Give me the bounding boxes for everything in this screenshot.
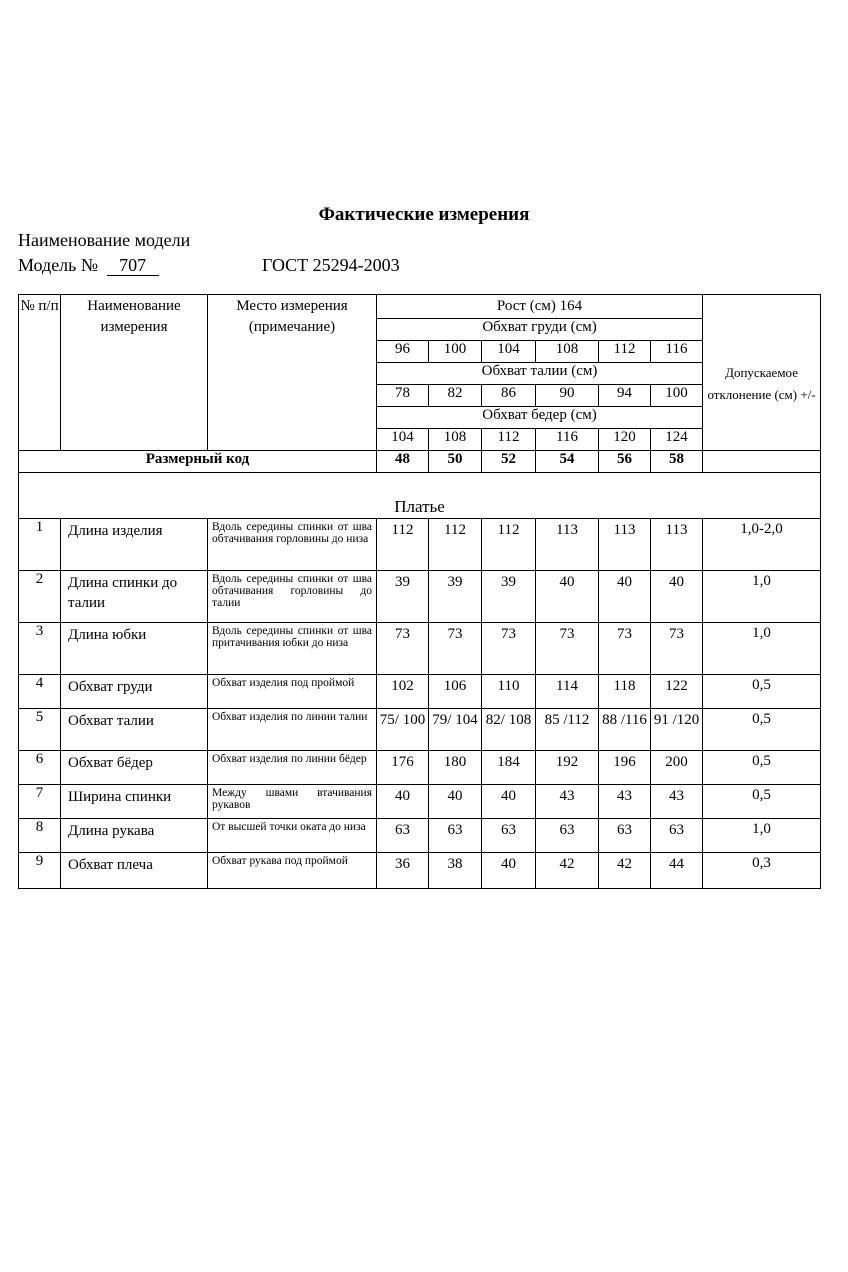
measurement-name: Длина рукава (61, 819, 208, 853)
measurement-value: 43 (599, 785, 651, 819)
size-codes-cell: 56 (599, 451, 651, 473)
measurement-value: 36 (377, 853, 429, 889)
measurement-place: Вдоль середины спинки от шва притачивания юбки до низа (208, 623, 377, 675)
measurement-value: 82/ 108 (482, 709, 536, 751)
measurement-value: 88 /116 (599, 709, 651, 751)
measurement-name: Обхват бёдер (61, 751, 208, 785)
measurement-value: 118 (599, 675, 651, 709)
gost-standard: ГОСТ 25294-2003 (262, 255, 400, 275)
header-height: Рост (см) 164 (377, 295, 703, 319)
measurement-value: 63 (651, 819, 703, 853)
measurement-value: 39 (482, 571, 536, 623)
measurement-value: 63 (536, 819, 599, 853)
measurement-value: 110 (482, 675, 536, 709)
measurement-value: 73 (536, 623, 599, 675)
size-codes-cell: 50 (429, 451, 482, 473)
table-row (19, 675, 821, 709)
measurement-value: 73 (651, 623, 703, 675)
model-number: 707 (107, 256, 159, 276)
table-row (19, 819, 821, 853)
measurement-value: 114 (536, 675, 599, 709)
table-row (19, 623, 821, 675)
measurement-value: 73 (377, 623, 429, 675)
measurement-value: 73 (429, 623, 482, 675)
row-number: 4 (19, 675, 61, 709)
table-row (19, 751, 821, 785)
measurement-value: 40 (482, 853, 536, 889)
measurement-name: Длина изделия (61, 519, 208, 571)
chest-values-cell: 100 (429, 341, 482, 363)
measurement-value: 102 (377, 675, 429, 709)
measurement-value: 192 (536, 751, 599, 785)
chest-values-cell: 96 (377, 341, 429, 363)
measurement-value: 112 (429, 519, 482, 571)
measurement-value: 73 (482, 623, 536, 675)
size-code-label: Размерный код (19, 451, 377, 473)
header-waist: Обхват талии (см) (377, 363, 703, 385)
table-row (19, 571, 821, 623)
table-row (19, 853, 821, 889)
measurement-value: 176 (377, 751, 429, 785)
row-number: 9 (19, 853, 61, 889)
measurement-name: Длина спинки до талии (61, 571, 208, 623)
measurement-value: 42 (599, 853, 651, 889)
measurement-value: 113 (651, 519, 703, 571)
row-number: 8 (19, 819, 61, 853)
tolerance-value: 0,5 (703, 675, 821, 709)
row-number: 3 (19, 623, 61, 675)
header-hips: Обхват бедер (см) (377, 407, 703, 429)
measurement-name: Обхват груди (61, 675, 208, 709)
measurement-value: 40 (536, 571, 599, 623)
measurement-value: 180 (429, 751, 482, 785)
measurement-value: 196 (599, 751, 651, 785)
tolerance-value: 0,3 (703, 853, 821, 889)
waist-values-cell: 78 (377, 385, 429, 407)
measurement-value: 42 (536, 853, 599, 889)
measurement-value: 63 (599, 819, 651, 853)
measurement-name: Обхват талии (61, 709, 208, 751)
measurement-place: Вдоль середины спинки от шва обтачивания горловины до низа (208, 519, 377, 571)
measurement-name: Длина юбки (61, 623, 208, 675)
measurement-place: Обхват изделия по линии талии (208, 709, 377, 751)
tolerance-value: 1,0 (703, 623, 821, 675)
measurement-place: Вдоль середины спинки от шва обтачивания горловины до талии (208, 571, 377, 623)
header-tolerance-top (703, 295, 821, 319)
tolerance-value: 1,0 (703, 819, 821, 853)
row-number: 6 (19, 751, 61, 785)
measurement-value: 39 (377, 571, 429, 623)
size-codes-cell: 48 (377, 451, 429, 473)
tolerance-value: 1,0-2,0 (703, 519, 821, 571)
tolerance-value: 0,5 (703, 785, 821, 819)
page-title: Фактические измерения (318, 204, 530, 225)
hips-values-cell: 112 (482, 429, 536, 451)
header-place: Место измерения (примечание) (208, 295, 377, 451)
measurement-value: 43 (536, 785, 599, 819)
table-row (19, 709, 821, 751)
model-name-label: Наименование модели (18, 230, 191, 250)
measurement-place: Между швами втачивания рукавов (208, 785, 377, 819)
measurement-value: 75/ 100 (377, 709, 429, 751)
table-row (19, 785, 821, 819)
measurement-value: 113 (599, 519, 651, 571)
row-number: 2 (19, 571, 61, 623)
measurement-place: Обхват рукава под проймой (208, 853, 377, 889)
measurement-value: 112 (482, 519, 536, 571)
size-code-tolerance-cell (703, 451, 821, 473)
measurement-value: 79/ 104 (429, 709, 482, 751)
table-row (19, 519, 821, 571)
measurement-value: 40 (482, 785, 536, 819)
section-title: Платье (19, 473, 821, 519)
measurement-value: 85 /112 (536, 709, 599, 751)
measurement-place: Обхват изделия по линии бёдер (208, 751, 377, 785)
waist-values-cell: 86 (482, 385, 536, 407)
header-chest: Обхват груди (см) (377, 319, 703, 341)
measurements-table (18, 294, 821, 889)
tolerance-value: 1,0 (703, 571, 821, 623)
measurement-place: От высшей точки оката до низа (208, 819, 377, 853)
hips-values-cell: 116 (536, 429, 599, 451)
measurement-value: 106 (429, 675, 482, 709)
waist-values-cell: 100 (651, 385, 703, 407)
hips-values-cell: 108 (429, 429, 482, 451)
measurement-value: 40 (377, 785, 429, 819)
measurement-value: 63 (429, 819, 482, 853)
measurement-value: 44 (651, 853, 703, 889)
measurement-value: 43 (651, 785, 703, 819)
model-number-line (18, 255, 159, 276)
waist-values-cell: 82 (429, 385, 482, 407)
measurement-value: 40 (429, 785, 482, 819)
measurement-place: Обхват изделия под проймой (208, 675, 377, 709)
size-codes-cell: 54 (536, 451, 599, 473)
measurement-value: 200 (651, 751, 703, 785)
measurement-value: 91 /120 (651, 709, 703, 751)
tolerance-value: 0,5 (703, 709, 821, 751)
row-number: 1 (19, 519, 61, 571)
size-codes-cell: 58 (651, 451, 703, 473)
measurement-name: Обхват плеча (61, 853, 208, 889)
hips-values-cell: 120 (599, 429, 651, 451)
measurement-value: 63 (377, 819, 429, 853)
measurement-value: 113 (536, 519, 599, 571)
header-name: Наименование измерения (61, 295, 208, 451)
measurement-value: 39 (429, 571, 482, 623)
waist-values-cell: 94 (599, 385, 651, 407)
measurement-value: 112 (377, 519, 429, 571)
waist-values-cell: 90 (536, 385, 599, 407)
model-label: Модель № (18, 255, 99, 275)
header-num: № п/п (19, 295, 61, 451)
measurement-value: 40 (599, 571, 651, 623)
measurement-value: 63 (482, 819, 536, 853)
tolerance-value: 0,5 (703, 751, 821, 785)
hips-values-cell: 124 (651, 429, 703, 451)
measurement-value: 38 (429, 853, 482, 889)
size-codes-cell: 52 (482, 451, 536, 473)
chest-values-cell: 108 (536, 341, 599, 363)
row-number: 7 (19, 785, 61, 819)
hips-values-cell: 104 (377, 429, 429, 451)
measurement-value: 184 (482, 751, 536, 785)
chest-values-cell: 112 (599, 341, 651, 363)
chest-values-cell: 104 (482, 341, 536, 363)
measurement-name: Ширина спинки (61, 785, 208, 819)
measurement-value: 40 (651, 571, 703, 623)
header-tolerance: Допускаемое отклонение (см) +/- (703, 319, 821, 451)
measurement-value: 122 (651, 675, 703, 709)
measurement-value: 73 (599, 623, 651, 675)
row-number: 5 (19, 709, 61, 751)
chest-values-cell: 116 (651, 341, 703, 363)
